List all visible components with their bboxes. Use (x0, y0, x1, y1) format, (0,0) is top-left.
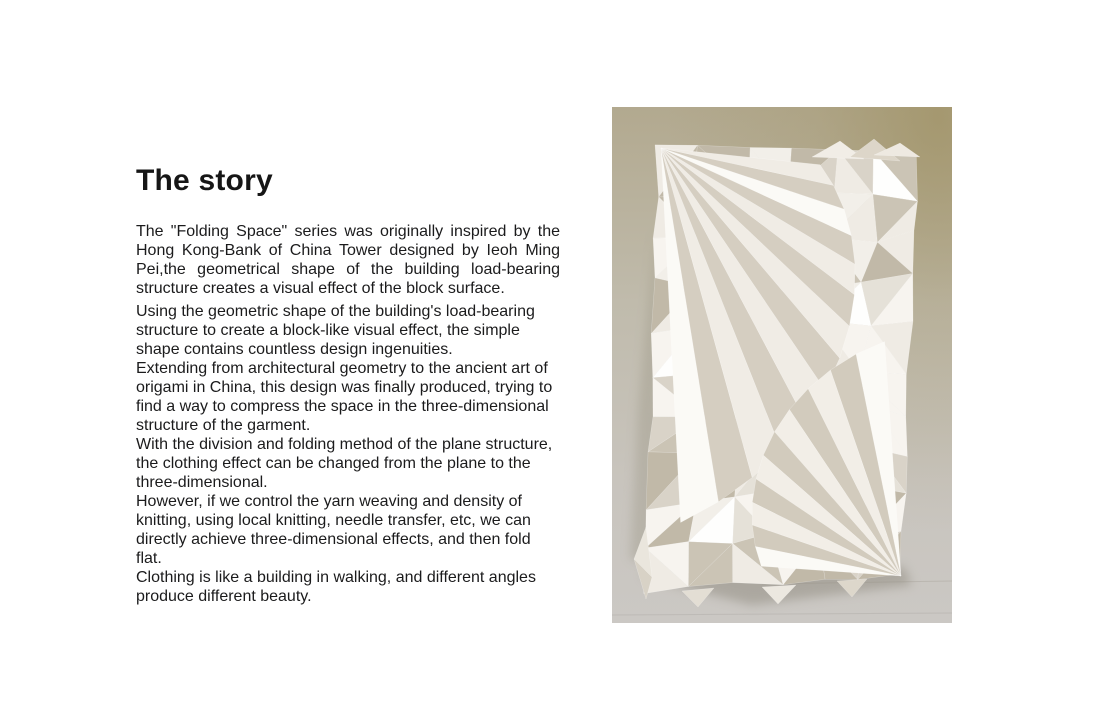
story-paragraphs (136, 302, 560, 606)
story-sentence-4: However, if we control the yarn weaving and density of knitting, using local knitting, needle transfer, etc, we can directly achieve three-dimensional effects, and then fold flat. (136, 493, 531, 567)
story-sentence-2: Extending from architectural geometry to the ancient art of origami in China, this design was finally produced, trying to find a way to compress the space in the three-dimensional structure of the garment. (136, 360, 553, 434)
story-sentence-3: With the division and folding method of the plane structure, the clothing effect can be changed from the plane to the three-dimensional. (136, 436, 553, 491)
folding-space-artwork-image (612, 107, 952, 623)
page-title: The story (136, 164, 273, 197)
story-section (136, 166, 560, 606)
artwork-svg (612, 107, 952, 623)
paper-facets (634, 139, 920, 607)
lead-paragraph: The "Folding Space" series was originally inspired by the Hong Kong-Bank of China Tower designed by Ieoh Ming Pei,the geometrical shape of the building load-bearing structure creates a visual effect of the block surface. (136, 223, 560, 297)
story-sentence-5: Clothing is like a building in walking, and different angles produce different beauty. (136, 569, 536, 605)
story-sentence-1: Using the geometric shape of the building's load-bearing structure to create a block-like visual effect, the simple shape contains countless design ingenuities. (136, 303, 535, 358)
